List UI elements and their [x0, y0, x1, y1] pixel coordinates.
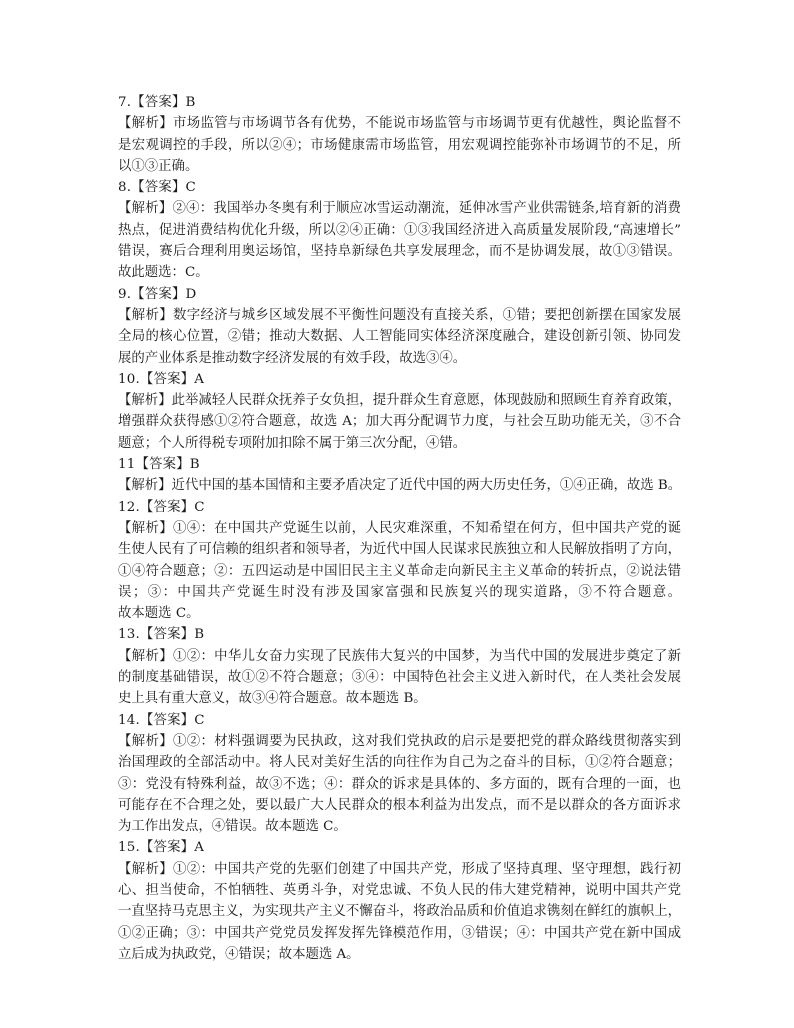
analysis-line: 【解析】②④：我国举办冬奥有利于顺应冰雪运动潮流，延伸冰雪产业供需链条,培育新的消费 [118, 201, 681, 217]
question-item [118, 837, 681, 965]
analysis-line: 题意；个人所得税专项附加扣除不属于第三次分配，④错。 [118, 435, 467, 451]
analysis-line: 误；③：中国共产党诞生时没有涉及国家富强和民族复兴的现实道路，③不符合题意。 [118, 584, 681, 600]
question-item [118, 710, 681, 838]
analysis-line: 生使人民有了可信赖的组织者和领导者，为近代中国人民谋求民族独立和人民解放指明了方向， [118, 542, 681, 558]
analysis-line: 【解析】①④：在中国共产党诞生以前，人民灾难深重，不知希望在何方，但中国共产党的诞 [118, 520, 681, 536]
answer-line: 11【答案】B [118, 457, 200, 473]
question-item [118, 369, 681, 454]
analysis-line: ①④符合题意；②：五四运动是中国旧民主主义革命走向新民主主义革命的转折点，②说法错 [118, 563, 681, 579]
analysis-line: 【解析】此举减轻人民群众抚养子女负担，提升群众生育意愿，体现鼓励和照顾生育养育政策， [118, 393, 681, 409]
question-item [118, 624, 681, 709]
analysis-line: 治国理政的全部活动中。将人民对美好生活的向往作为自己为之奋斗的目标，①②符合题意； [118, 755, 681, 771]
analysis-line: 错误，赛后合理利用奥运场馆，坚持阜新绿色共享发展理念，而不是协调发展，故①③错误。 [118, 244, 681, 260]
answer-line: 15.【答案】A [118, 840, 205, 856]
question-item [118, 177, 681, 283]
analysis-line: 的制度基础错误，故①②不符合题意；③④：中国特色社会主义进入新时代，在人类社会发展 [118, 670, 681, 686]
analysis-line: ③：党没有特殊利益，故③不选；④：群众的诉求是具体的、多方面的，既有合理的一面，也 [118, 776, 681, 792]
question-item [118, 92, 681, 177]
analysis-line: 为工作出发点，④错误。故本题选 C。 [118, 819, 347, 835]
analysis-line: 【解析】市场监管与市场调节各有优势，不能说市场监管与市场调节更有优越性，舆论监督不 [118, 116, 681, 132]
analysis-line: 故本题选 C。 [118, 606, 200, 622]
analysis-line: 以①③正确。 [118, 158, 199, 174]
analysis-line: 全局的核心位置，②错；推动大数据、人工智能同实体经济深度融合，建设创新引领、协同发 [118, 329, 681, 345]
analysis-line: 增强群众获得感①②符合题意，故选 A；加大再分配调节力度，与社会互助功能无关，③不合 [118, 414, 681, 430]
analysis-line: 是宏观调控的手段，所以②④；市场健康需市场监管，用宏观调控能弥补市场调节的不足，所 [118, 137, 681, 153]
analysis-line: 【解析】数字经济与城乡区域发展不平衡性问题没有直接关系，①错；要把创新摆在国家发展 [118, 307, 681, 323]
analysis-line: 展的产业体系是推动数字经济发展的有效手段，故选③④。 [118, 350, 467, 366]
answer-line: 14.【答案】C [118, 712, 205, 728]
analysis-line: 心、担当使命，不怕牺牲、英勇斗争，对党忠诚、不负人民的伟大建党精神，说明中国共产党 [118, 882, 681, 898]
question-item [118, 284, 681, 369]
analysis-line: 【解析】①②：中华儿女奋力实现了民族伟大复兴的中国梦，为当代中国的发展进步奠定了新 [118, 648, 681, 664]
analysis-line: 【解析】①②：中国共产党的先驱们创建了中国共产党，形成了坚持真理、坚守理想，践行初 [118, 861, 681, 877]
question-item [118, 454, 681, 497]
analysis-line: 一直坚持马克思主义，为实现共产主义不懈奋斗，将政治品质和价值追求镌刻在鲜红的旗帜上， [118, 904, 681, 920]
answer-key-document [118, 92, 681, 965]
analysis-line: 史上具有重大意义，故③④符合题意。故本题选 B。 [118, 691, 427, 707]
question-item [118, 497, 681, 625]
answer-line: 9.【答案】D [118, 286, 197, 302]
answer-line: 12.【答案】C [118, 499, 205, 515]
answer-line: 8.【答案】C [118, 180, 196, 196]
analysis-line: 故此题选：C。 [118, 265, 209, 281]
analysis-line: 【解析】①②：材料强调要为民执政，这对我们党执政的启示是要把党的群众路线贯彻落实到 [118, 733, 681, 749]
analysis-line: 立后成为执政党，④错误；故本题选 A。 [118, 946, 360, 962]
answer-line: 7.【答案】B [118, 95, 196, 110]
analysis-line: 热点，促进消费结构优化升级，所以②④正确：①③我国经济进入高质量发展阶段,“高速增长” [118, 222, 681, 238]
analysis-line: ①②正确；③：中国共产党党员发挥发挥先锋模范作用，③错误；④：中国共产党在新中国成 [118, 925, 681, 941]
analysis-line: 【解析】近代中国的基本国情和主要矛盾决定了近代中国的两大历史任务，①④正确，故选 B。 [118, 478, 681, 494]
answer-line: 13.【答案】B [118, 627, 205, 643]
analysis-line: 可能存在不合理之处，要以最广大人民群众的根本利益为出发点，而不是以群众的各方面诉求 [118, 797, 681, 813]
answer-line: 10.【答案】A [118, 371, 205, 387]
